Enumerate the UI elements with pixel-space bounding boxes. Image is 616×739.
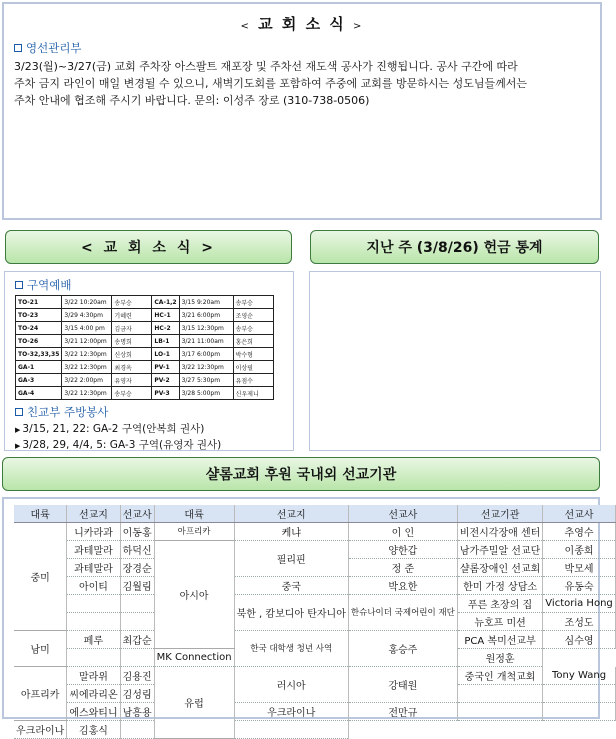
column-header: 대륙 <box>14 505 67 523</box>
table-cell: 씨에라리온 <box>67 685 120 703</box>
table-cell: 과테말라 <box>67 559 120 577</box>
table-cell: 남가주밀알 선교단 <box>457 541 542 559</box>
table-cell: 과테말라 <box>67 541 120 559</box>
table-cell <box>120 721 154 739</box>
table-cell: 유동숙 <box>543 577 615 595</box>
table-cell: Tony Wang <box>543 667 615 685</box>
column-header: 선교지 <box>234 505 348 523</box>
table-cell: 유영자 <box>112 374 152 387</box>
service-list <box>15 422 293 454</box>
table-cell <box>120 595 154 613</box>
table-row <box>16 387 274 400</box>
region-cell: 남미 <box>14 631 67 667</box>
section-heading <box>14 40 600 56</box>
table-cell: PV-3 <box>152 387 179 400</box>
table-cell: 이종희 <box>543 541 615 559</box>
church-news-panel <box>4 271 294 451</box>
notice-panel <box>2 2 602 220</box>
table-cell: GA-1 <box>16 361 62 374</box>
table-cell: HC-1 <box>152 309 179 322</box>
checkbox-icon <box>15 281 23 289</box>
table-cell: 3/22 10:20am <box>62 296 112 309</box>
mission-banner: 샬롬교회 후원 국내외 선교기관 <box>2 457 600 491</box>
table-cell: Victoria Hong <box>543 595 615 613</box>
table-cell: 김성림 <box>120 685 154 703</box>
table-row <box>16 309 274 322</box>
section-heading-text: 영선관리부 <box>26 41 82 55</box>
table-cell: GA-4 <box>16 387 62 400</box>
table-cell: 3/22 12:30pm <box>62 361 112 374</box>
list-item: ▶ 3/28, 29, 4/4, 5: GA-3 구역(유영자 권사) <box>15 439 222 451</box>
table-cell: 남흥용 <box>120 703 154 721</box>
table-cell: 조성도 <box>543 613 615 631</box>
triangle-bullet-icon: ▶ <box>15 426 21 434</box>
region-cell: 유럽 <box>154 667 234 739</box>
table-cell: 3/21 6:00pm <box>179 309 233 322</box>
table-cell: 송부승 <box>233 322 273 335</box>
notice-line: 주차 안내에 협조해 주시기 바랍니다. 문의: 이성주 장로 (310-738-0506) <box>14 94 370 107</box>
table-cell: 한미 가정 상담소 <box>457 577 542 595</box>
table-cell: 송부승 <box>112 387 152 400</box>
table-cell <box>543 685 615 703</box>
table-cell: 3/29 4:30pm <box>62 309 112 322</box>
table-cell: MK Connection <box>154 649 234 667</box>
table-cell: 우크라이나 <box>14 721 67 739</box>
table-cell: 북한 , 캄보디아 탄자니아 <box>234 595 348 631</box>
table-cell: 비전시각장애 센터 <box>457 523 542 541</box>
region-cell: 중미 <box>14 523 67 631</box>
table-cell: 3/15 4:00 pm <box>62 322 112 335</box>
table-cell: 하덕신 <box>120 541 154 559</box>
checkbox-icon <box>14 44 22 52</box>
table-row <box>16 374 274 387</box>
table-cell: 유점수 <box>233 374 273 387</box>
table-cell: 신우제니 <box>233 387 273 400</box>
table-row <box>14 631 615 649</box>
column-header: 선교기관 <box>457 505 542 523</box>
table-cell: 최갑순 <box>120 631 154 649</box>
table-row <box>14 523 615 541</box>
table-cell: 한국 대학생 청년 사역 <box>234 631 348 667</box>
table-cell <box>234 721 348 739</box>
column-header: 선교사 <box>543 505 615 523</box>
offering-stats-banner: 지난 주 (3/8/26) 헌금 통계 <box>310 230 599 264</box>
table-cell: 홍은희 <box>233 335 273 348</box>
column-header: 대륙 <box>154 505 234 523</box>
table-cell: 추영수 <box>543 523 615 541</box>
table-row <box>14 703 615 721</box>
service-heading-text: 친교부 주방봉사 <box>27 405 109 419</box>
table-cell: 장경순 <box>120 559 154 577</box>
table-row <box>14 721 615 739</box>
table-cell: HC-2 <box>152 322 179 335</box>
table-cell: 심수영 <box>543 631 615 649</box>
table-cell: 뉴호프 미션 <box>457 613 542 631</box>
table-cell <box>67 595 120 613</box>
offering-stats-panel <box>309 271 601 451</box>
table-cell: 3/22 12:30pm <box>62 387 112 400</box>
table-cell: 송부승 <box>112 296 152 309</box>
table-cell: 기혜련 <box>112 309 152 322</box>
table-cell: 필리핀 <box>234 541 348 577</box>
table-cell: 원정훈 <box>457 649 542 667</box>
table-cell: 3/21 11:00am <box>179 335 233 348</box>
column-header: 선교사 <box>120 505 154 523</box>
table-cell: 3/27 5:30pm <box>179 374 233 387</box>
table-cell: TO-21 <box>16 296 62 309</box>
title-bracket-open: < <box>240 21 251 32</box>
table-cell: 케냐 <box>234 523 348 541</box>
table-row <box>16 361 274 374</box>
table-cell: 3/22 2:00pm <box>62 374 112 387</box>
district-schedule-table <box>15 295 274 400</box>
table-cell: 푸른 초장의 집 <box>457 595 542 613</box>
table-cell: LO-1 <box>152 348 179 361</box>
table-cell: CA-1,2 <box>152 296 179 309</box>
table-cell: TO-32,33,35 <box>16 348 62 361</box>
notice-line: 3/23(월)~3/27(금) 교회 주차장 아스팔트 재포장 및 주차선 재도색 공사가 진행됩니다. 공사 구간에 따라 <box>14 60 518 73</box>
table-cell: 박수형 <box>233 348 273 361</box>
table-cell <box>457 703 542 721</box>
table-cell: 이 인 <box>348 523 457 541</box>
table-cell: 아이티 <box>67 577 120 595</box>
table-cell: 송부승 <box>233 296 273 309</box>
notice-title <box>4 13 600 34</box>
table-cell: 최경옥 <box>112 361 152 374</box>
table-cell: 이상필 <box>233 361 273 374</box>
table-cell: 박모세 <box>543 559 615 577</box>
triangle-bullet-icon: ▶ <box>15 442 21 450</box>
checkbox-icon <box>15 408 23 416</box>
table-cell: 양한갑 <box>348 541 457 559</box>
table-cell <box>67 613 120 631</box>
table-cell: GA-3 <box>16 374 62 387</box>
table-row <box>16 322 274 335</box>
table-row <box>16 296 274 309</box>
table-row <box>16 348 274 361</box>
table-cell: TO-24 <box>16 322 62 335</box>
table-cell: 김금자 <box>112 322 152 335</box>
notice-body <box>14 58 588 109</box>
region-cell: 아시아 <box>154 541 234 649</box>
region-cell: 아프리카 <box>14 667 67 721</box>
district-heading <box>15 277 293 293</box>
notice-line: 주차 금지 라인이 매일 변경될 수 있으니, 새벽기도회를 포함하여 주중에 교회를 방문하시는 성도님들께서는 <box>14 77 527 90</box>
table-cell: TO-23 <box>16 309 62 322</box>
table-row <box>14 577 615 595</box>
table-cell: 김용진 <box>120 667 154 685</box>
table-cell: PCA 복미선교부 <box>457 631 542 649</box>
table-cell: 페루 <box>67 631 120 649</box>
district-heading-text: 구역예배 <box>27 278 72 292</box>
table-cell: 김월림 <box>120 577 154 595</box>
table-row <box>14 595 615 613</box>
list-item: ▶ 3/15, 21, 22: GA-2 구역(안복희 권사) <box>15 423 205 435</box>
table-row <box>16 335 274 348</box>
table-cell: 김홍식 <box>67 721 120 739</box>
table-cell: 정 준 <box>348 559 457 577</box>
table-cell <box>457 685 542 703</box>
region-cell: 아프리카 <box>154 523 234 541</box>
table-cell: 송명희 <box>112 335 152 348</box>
table-cell: 3/21 12:00pm <box>62 335 112 348</box>
table-cell: 3/28 5:00pm <box>179 387 233 400</box>
table-cell <box>120 613 154 631</box>
table-cell: PV-1 <box>152 361 179 374</box>
table-cell: 이동홍 <box>120 523 154 541</box>
table-cell: 신상희 <box>112 348 152 361</box>
table-cell: 3/22 12:30pm <box>62 348 112 361</box>
table-cell: 니카라과 <box>67 523 120 541</box>
church-news-banner: < 교 회 소 식 > <box>5 230 292 264</box>
table-cell: 전만규 <box>348 703 457 721</box>
table-cell: 3/22 12:30pm <box>179 361 233 374</box>
table-row <box>14 667 615 685</box>
table-cell: 러시아 <box>234 667 348 703</box>
table-cell: 강태원 <box>348 667 457 703</box>
table-cell <box>67 649 120 667</box>
table-cell <box>120 649 154 667</box>
table-cell: 3/15 12:30pm <box>179 322 233 335</box>
table-cell: 중국 <box>234 577 348 595</box>
table-cell: 샬롬장애인 선교회 <box>457 559 542 577</box>
table-cell: 3/15 9:20am <box>179 296 233 309</box>
table-cell: 홍승주 <box>348 631 457 667</box>
column-header: 선교사 <box>348 505 457 523</box>
table-cell: LB-1 <box>152 335 179 348</box>
table-cell: 3/17 6:00pm <box>179 348 233 361</box>
column-header: 선교지 <box>67 505 120 523</box>
table-cell: 조영순 <box>233 309 273 322</box>
mission-panel <box>2 497 613 737</box>
title-bracket-close: > <box>353 21 364 32</box>
table-cell: 우크라이나 <box>234 703 348 721</box>
table-cell: PV-2 <box>152 374 179 387</box>
table-cell: 에스와티니 <box>67 703 120 721</box>
table-cell: 박요한 <box>348 577 457 595</box>
mission-table <box>14 505 616 739</box>
notice-title-text: 교 회 소 식 <box>258 15 346 33</box>
table-cell: 한슈나이더 국제어린이 재단 <box>348 595 457 631</box>
service-heading <box>15 404 293 420</box>
table-cell: 중국인 개척교회 <box>457 667 542 685</box>
table-header-row <box>14 505 615 523</box>
table-cell: TO-26 <box>16 335 62 348</box>
table-row <box>14 541 615 559</box>
table-cell: 말라위 <box>67 667 120 685</box>
table-cell <box>543 703 615 721</box>
